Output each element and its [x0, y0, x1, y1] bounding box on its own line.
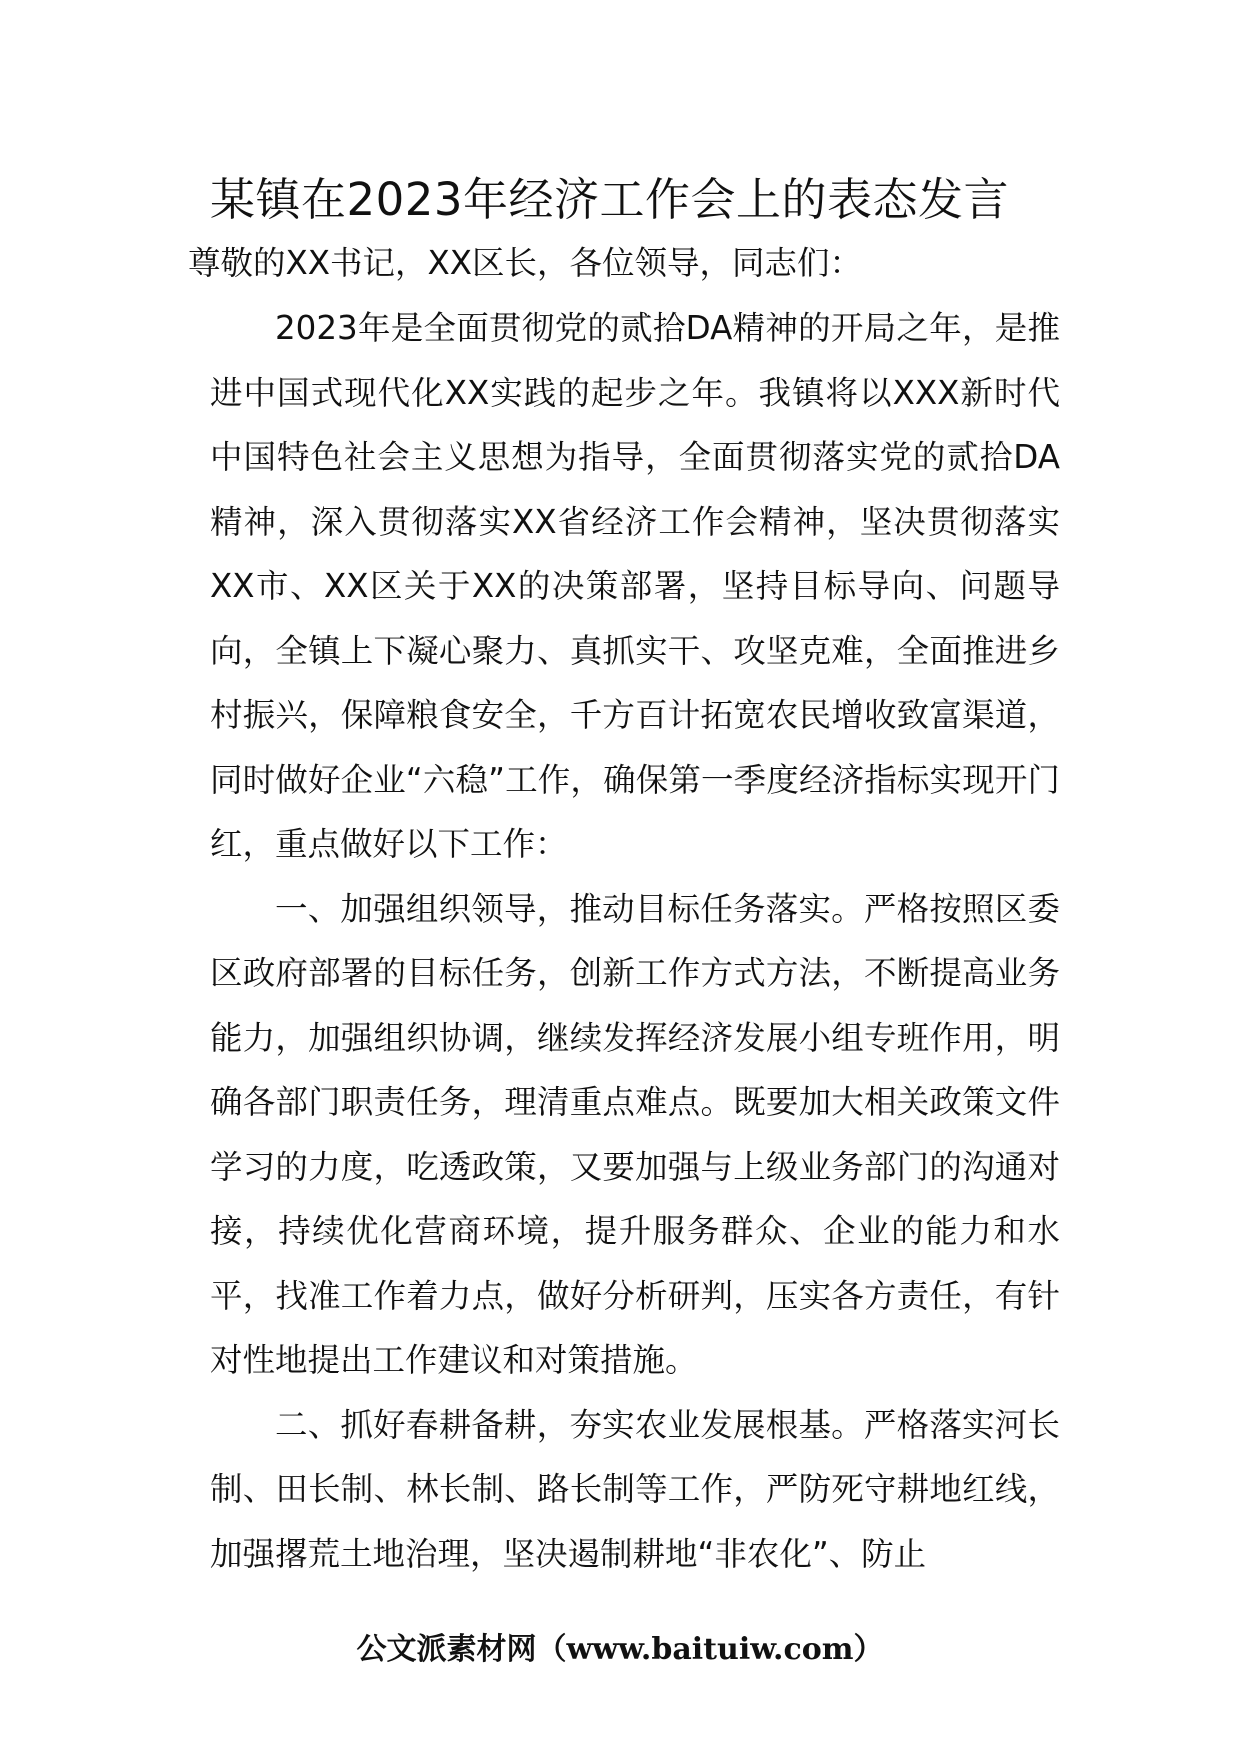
footer-watermark: 公文派素材网（www.baituiw.com） — [356, 1632, 884, 1667]
document-title: 某镇在2023年经济工作会上的表态发言 — [210, 173, 1010, 226]
body-paragraph-3: 二、抓好春耕备耕，夯实农业发展根基。严格落实河长制、田长制、林长制、路长制等工作，严防死守耕地红线，加强撂荒土地治理，坚决遏制耕地“非农化”、防止 — [210, 1405, 1060, 1573]
body-paragraph-2: 一、加强组织领导，推动目标任务落实。严格按照区委区政府部署的目标任务，创新工作方式方法，不断提高业务能力，加强组织协调，继续发挥经济发展小组专班作用，明确各部门职责任务，理清重点难点。既要加大相关政策文件学习的力度，吃透政策，又要加强与上级业务部门的沟通对接，持续优化营商环境，提升服务群众、企业的能力和水平，找准工作着力点，做好分析研判，压实各方责任，有针对性地提出工作建议和对策措施。 — [210, 889, 1060, 1379]
document-body — [210, 296, 1060, 1586]
body-paragraph-1: 2023年是全面贯彻党的贰拾DA精神的开局之年，是推进中国式现代化XX实践的起步之年。我镇将以XXX新时代中国特色社会主义思想为指导，全面贯彻落实党的贰拾DA精神，深入贯彻落实XX省经济工作会精神，坚决贯彻落实XX市、XX区关于XX的决策部署，坚持目标导向、问题导向，全镇上下凝心聚力、真抓实干、攻坚克难，全面推进乡村振兴，保障粮食安全，千方百计拓宽农民增收致富渠道，同时做好企业“六稳”工作，确保第一季度经济指标实现开门红，重点做好以下工作： — [210, 309, 1060, 863]
salutation: 尊敬的XX书记，XX区长，各位领导，同志们： — [188, 244, 863, 282]
